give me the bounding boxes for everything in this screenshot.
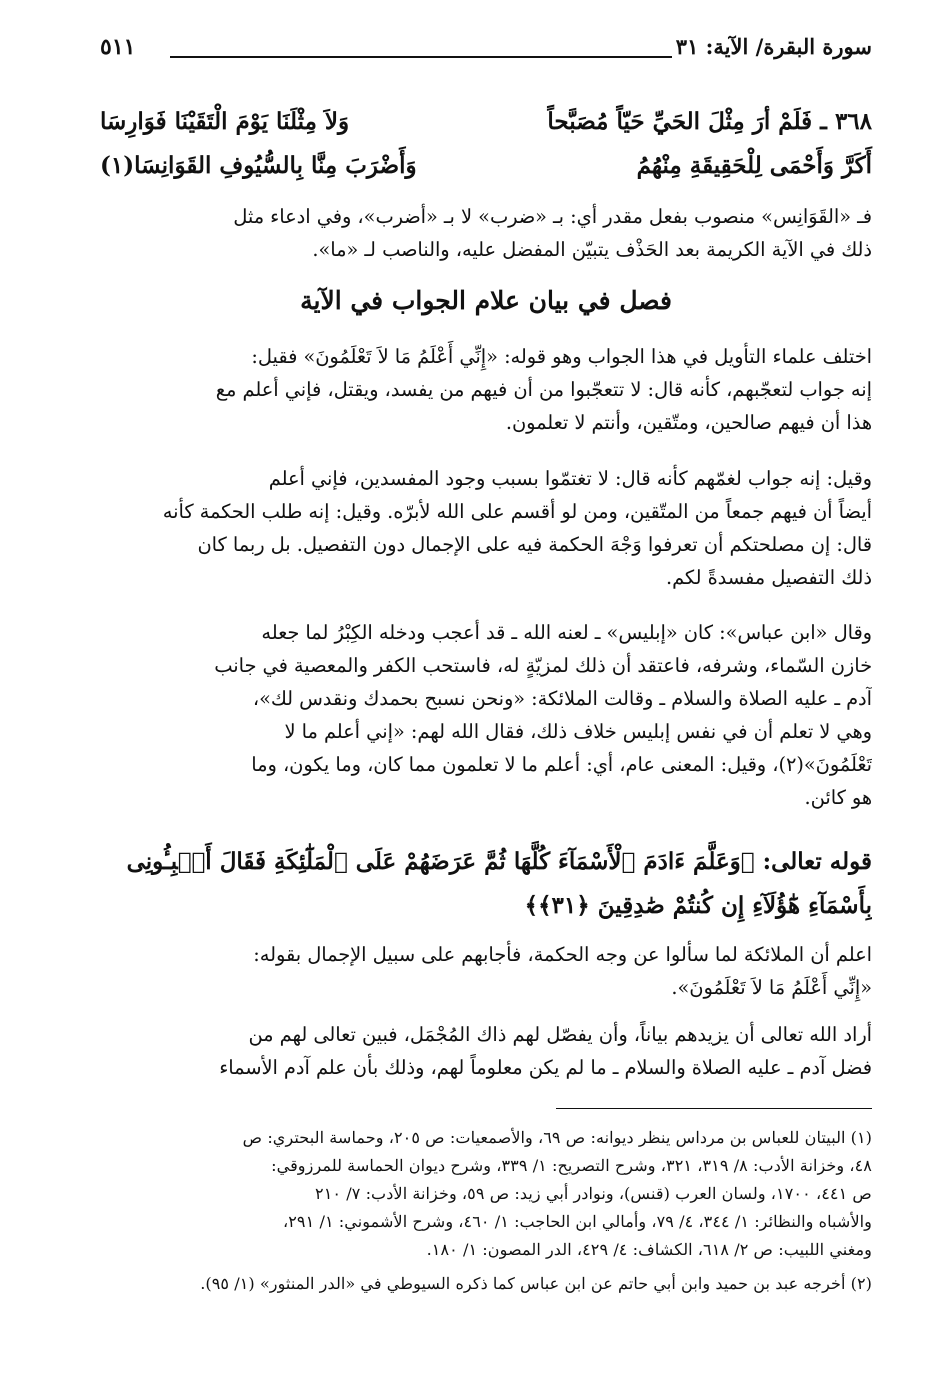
footnote-line: ٤٨، وخزانة الأدب: ٨/ ٣١٩، ٣٢١، وشرح التصريح: ١/ ٣٣٩، وشرح ديوان الحماسة للمرزوقي: — [271, 1156, 872, 1175]
text-line: هذا أن فيهم صالحين، ومتّقين، وأنتم لا تعلمون. — [505, 411, 872, 434]
footnote-line: (١) البيتان للعباس بن مرداس ينظر ديوانه: ص ٦٩، والأصمعيات: ص ٢٠٥، وحماسة البحتري: ص — [242, 1128, 872, 1147]
footnote-line: ص ٤٤١، ١٧٠٠، ولسان العرب (قنس)، ونوادر أبي زيد: ص ٥٩، وخزانة الأدب: ٧/ ٢١٠ — [315, 1184, 872, 1203]
header-rule — [170, 56, 672, 58]
poem-hemistich-1: أَكَرَّ وَأَحْمَى لِلْحَقِيقَةِ مِنْهُمُ — [636, 152, 872, 179]
text-line: وهي لا تعلم أن في نفس إبليس خلاف ذلك، فقال الله لهم: «إني أعلم ما لا — [284, 720, 872, 743]
quran-verse — [100, 840, 872, 928]
footnote-line: (٢) أخرجه عبد بن حميد وابن أبي حاتم عن ابن عباس كما ذكره السيوطي في «الدر المنثور» (١/ ٩٥). — [200, 1274, 872, 1293]
section-heading: فصل في بيان علام الجواب في الآية — [300, 286, 672, 315]
footnotes — [100, 1124, 872, 1298]
page-number: ٥١١ — [100, 34, 136, 60]
running-title: سورة البقرة/ الآية: ٣١ — [675, 34, 872, 59]
paragraph-4 — [100, 938, 872, 1004]
text-line: تَعْلَمُونَ»(٢)، وقيل: المعنى عام، أي: أعلم ما لا تعلمون مما كان، وما يكون، وما — [251, 753, 872, 776]
text-line: خازن السّماء، وشرفه، فاعتقد أن ذلك لمزيّةٍ له، فاستحب الكفر والمعصية في جانب — [214, 654, 872, 677]
text-line: اختلف علماء التأويل في هذا الجواب وهو قوله: «إِنِّي أَعْلَمُ مَا لاَ تَعْلَمُونَ» فقيل: — [251, 345, 872, 368]
text-line: إنه جواب لتعجّبهم، كأنه قال: لا تتعجّبوا من أن فيهم من يفسد، ويقتل، فإني أعلم مع — [215, 378, 872, 401]
footnote-separator — [556, 1108, 872, 1109]
poem-commentary — [100, 200, 872, 266]
text-line: وقيل: إنه جواب لغمّهم كأنه قال: لا تغتمّوا بسبب وجود المفسدين، فإني أعلم — [268, 467, 872, 490]
text-line: هو كائن. — [804, 786, 872, 809]
poem-hemistich-2: وَلاَ مِثْلَنَا يَوْمَ الْتَقَيْنَا فَوَارِسَا — [100, 108, 350, 135]
poem-hemistich-1: ٣٦٨ ـ فَلَمْ أرَ مِثْلَ الحَيِّ حَيّاً مُصَبَّحاً — [547, 108, 872, 135]
text-line: وقال «ابن عباس»: كان «إبليس» ـ لعنه الله ـ قد أعجب ودخله الكِبْرُ لما جعله — [261, 621, 872, 644]
paragraph-5 — [100, 1018, 872, 1084]
text-line: ذلك في الآية الكريمة بعد الحَذْف يتبيّن المفضل عليه، والناصب لـ «ما». — [312, 238, 872, 261]
text-line: فضل آدم ـ عليه الصلاة والسلام ـ ما لم يكن معلوماً لهم، وذلك بأن علم آدم الأسماء — [219, 1056, 872, 1079]
footnote-line: والأشباه والنظائر: ١/ ٣٤٤، ٤/ ٧٩، وأمالي ابن الحاجب: ١/ ٤٦٠، وشرح الأشموني: ١/ ٢٩١، — [283, 1212, 872, 1231]
paragraph-2 — [100, 462, 872, 594]
poem-hemistich-2: وَأَضْرَبَ مِنَّا بِالسُّيُوفِ القَوَانِسَا(١) — [100, 152, 417, 179]
text-line: اعلم أن الملائكة لما سألوا عن وجه الحكمة، فأجابهم على سبيل الإجمال بقوله: — [253, 943, 872, 966]
text-line: فـ «القَوَانِس» منصوب بفعل مقدر أي: بـ «ضرب» لا بـ «أضرب»، وفي ادعاء مثل — [233, 205, 872, 228]
text-line: أيضاً أن فيهم جمعاً من المتّقين، ومن لو أقسم على الله لأبرّه. وقيل: إنه طلب الحكمة كأنه — [162, 500, 872, 523]
paragraph-1 — [100, 340, 872, 439]
poem-verse-2 — [100, 152, 872, 192]
text-line: آدم ـ عليه الصلاة والسلام ـ وقالت الملائكة: «ونحن نسبح بحمدك ونقدس لك»، — [252, 687, 872, 710]
running-header — [100, 34, 872, 68]
text-line: قال: إن مصلحتكم أن تعرفوا وَجْهَ الحكمة فيه على الإجمال دون التفصيل. بل ربما كان — [197, 533, 872, 556]
text-line: ذلك التفصيل مفسدةً لكم. — [665, 566, 872, 589]
verse-line: قوله تعالى: ﴿وَعَلَّمَ ءَادَمَ ٱلْأَسْمَآءَ كُلَّهَا ثُمَّ عَرَضَهُمْ عَلَى ٱلْمَلَٰٓئِكَةِ فَقَالَ أَنۢبِـُٔونِى — [126, 848, 872, 875]
poem-verse-1 — [100, 108, 872, 148]
paragraph-3 — [100, 616, 872, 814]
footnote-line: ومغني اللبيب: ص ٢/ ٦١٨، الكشاف: ٤/ ٤٢٩، الدر المصون: ١/ ١٨٠. — [426, 1240, 872, 1259]
text-line: أراد الله تعالى أن يزيدهم بياناً، وأن يفصّل لهم ذاك المُجْمَل، فبين تعالى لهم من — [248, 1023, 872, 1046]
verse-line: بِأَسْمَآءِ هَٰٓؤُلَآءِ إِن كُنتُمْ صَٰدِقِينَ ﴿٣١﴾﴾ — [524, 892, 872, 919]
text-line: «إِنِّي أَعْلَمُ مَا لاَ تَعْلَمُونَ». — [671, 976, 872, 999]
